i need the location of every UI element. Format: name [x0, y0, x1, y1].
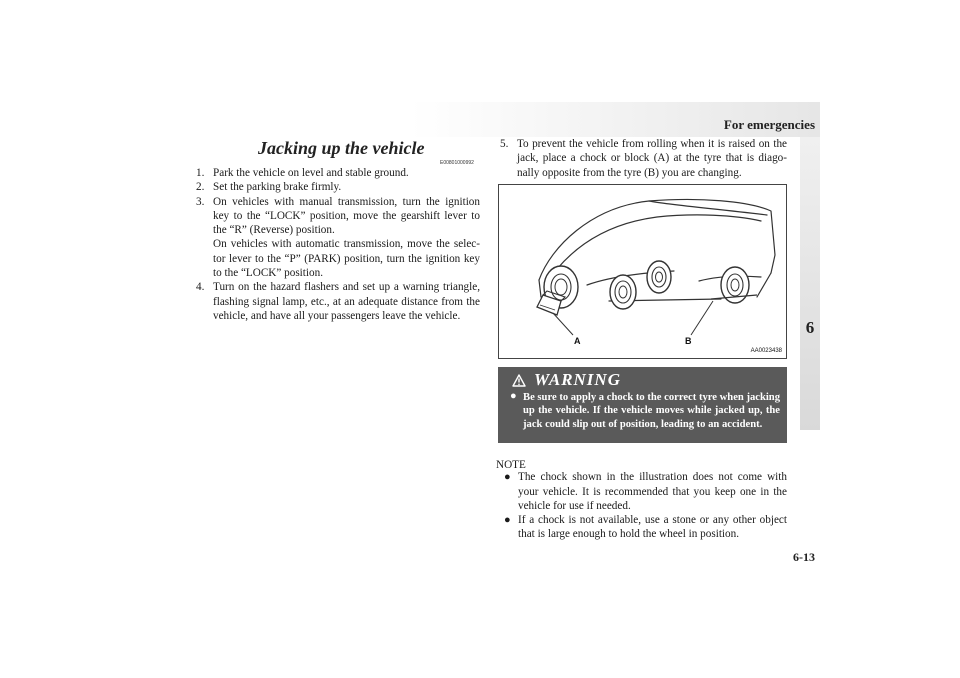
wheel-rear-left — [610, 275, 636, 309]
warning-header — [512, 370, 621, 390]
step-5 — [500, 137, 787, 180]
step-text: To prevent the vehicle from rolling when it is raised on the jack, place a chock or block (A) at the tyre that is diago-nally opposite from the tyre (B) you are changing. — [517, 138, 787, 179]
figure-label-a: A — [574, 336, 581, 346]
warning-box — [498, 367, 787, 443]
bullet-icon: ● — [510, 390, 517, 402]
header-title: For emergencies — [723, 117, 815, 132]
vehicle-drawing — [499, 185, 788, 360]
chapter-side-tab — [800, 137, 820, 430]
note-block — [496, 458, 787, 542]
right-column — [500, 137, 787, 180]
figure-code: AA0023438 — [750, 348, 782, 354]
step-2 — [196, 180, 480, 194]
step-text: Set the parking brake firmly. — [213, 181, 342, 194]
step-number: 1. — [196, 167, 205, 179]
wheel-front-right — [647, 261, 671, 293]
bullet-icon: ● — [504, 514, 511, 527]
page-number: 6-13 — [793, 550, 815, 564]
warning-title: WARNING — [534, 370, 621, 389]
step-number: 2. — [196, 181, 205, 194]
step-text: Park the vehicle on level and stable ground. — [213, 167, 409, 179]
step-text: Turn on the hazard flashers and set up a warning triangle, flashing signal lamp, etc., at an adequate distance from the vehicle, and have all your passengers leave the vehicle. — [213, 281, 480, 322]
note-label: NOTE — [496, 459, 526, 471]
note-item — [504, 470, 787, 513]
figure-label-b: B — [685, 336, 692, 346]
step-text: On vehicles with automatic transmission, move the selec-tor lever to the “P” (PARK) position, turn the ignition key to the “LOCK” position. — [213, 238, 480, 280]
left-column — [196, 166, 480, 323]
step-4 — [196, 280, 480, 323]
warning-text: Be sure to apply a chock to the correct tyre when jacking up the vehicle. If the vehicle moves while jacked up, the jack could slip out of position, leading to an accident. — [523, 392, 780, 430]
section-code: E00801000992 — [440, 160, 474, 166]
warning-triangle-icon — [512, 374, 526, 387]
section-title: Jacking up the vehicle — [258, 138, 425, 158]
wheel-b — [711, 267, 757, 303]
warning-item — [510, 391, 780, 431]
step-text: On vehicles with manual transmission, turn the ignition key to the “LOCK” position, move the gearshift lever to the “R” (Reverse) position. — [213, 195, 480, 237]
chock-illustration — [498, 184, 787, 359]
warning-text-block — [510, 391, 780, 431]
step-number: 4. — [196, 281, 205, 294]
leader-line-a — [553, 313, 573, 335]
bullet-icon: ● — [504, 471, 511, 484]
note-text: If a chock is not available, use a stone or any other object that is large enough to hold the wheel in position. — [518, 514, 787, 541]
note-text: The chock shown in the illustration does not come with your vehicle. It is recommended that you keep one in the vehicle for use if needed. — [518, 471, 787, 512]
step-number: 5. — [500, 138, 509, 150]
step-3 — [196, 195, 480, 281]
chapter-number: 6 — [805, 318, 815, 337]
note-list — [496, 470, 787, 541]
leader-line-b — [691, 301, 713, 335]
step-number: 3. — [196, 195, 205, 208]
note-item — [504, 513, 787, 542]
step-1 — [196, 166, 480, 180]
